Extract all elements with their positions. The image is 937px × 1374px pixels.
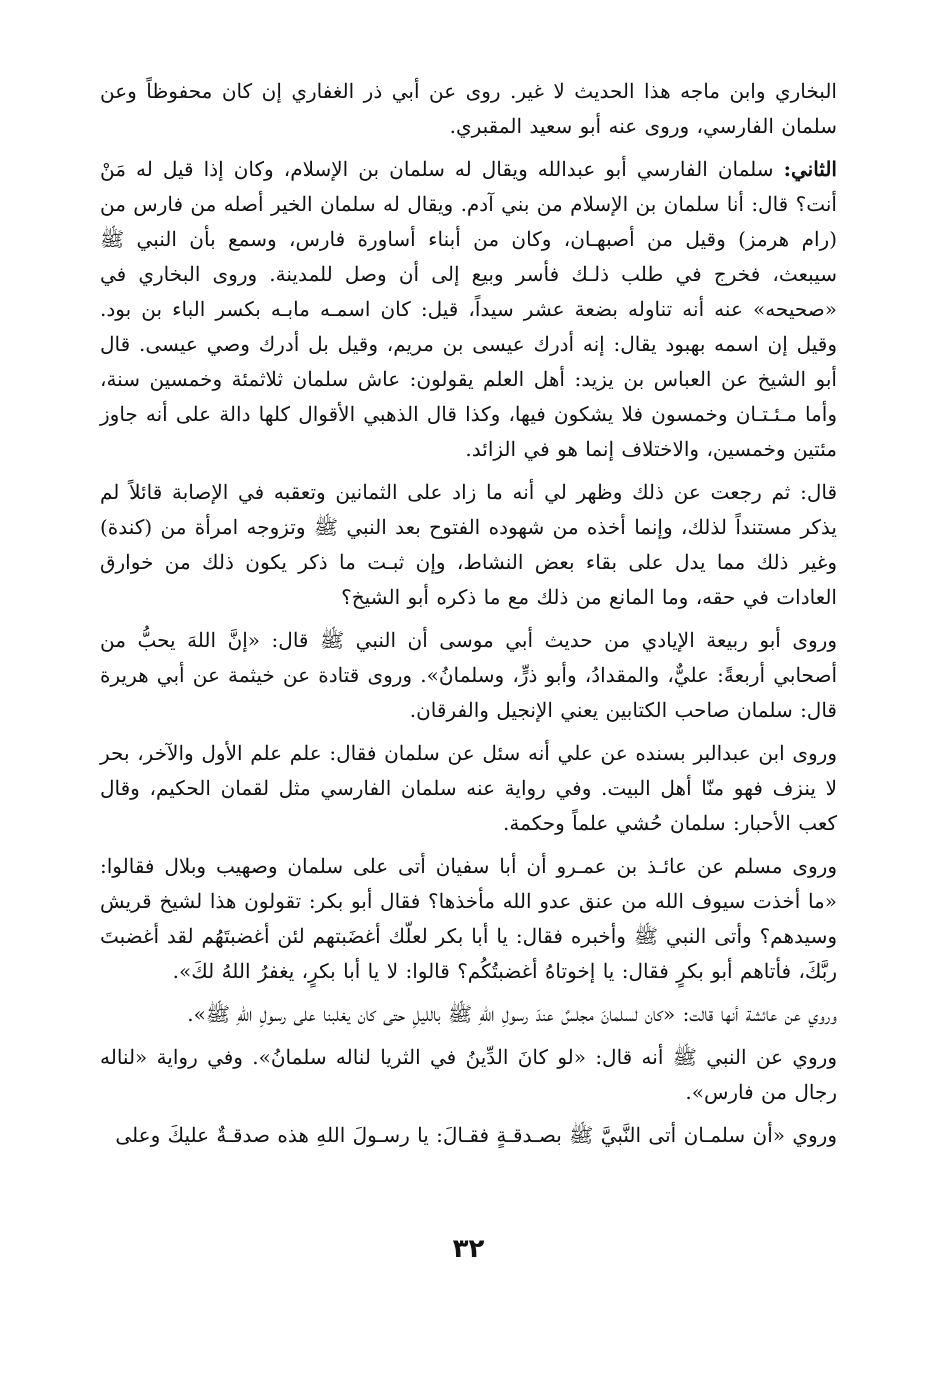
paragraph-2 — [100, 152, 837, 467]
paragraph-text: وروى ابن عبدالبر بسنده عن علي أنه سئل عن سلمان فقال: علم علم الأول والآخر، بحر لا ينزف فهو منّا أهل البيت. وفي رواية عنه سلمان الفارسي مثل لقمان الحكيم، وقال كعب الأحبار: سلمان حُشي علماً وحكمة. — [100, 741, 837, 835]
paragraph-text: البخاري وابن ماجه هذا الحديث لا غير. روى عن أبي ذر الغفاري إن كان محفوظاً وعن سلمان الفارسي، وروى عنه أبو سعيد المقبري. — [100, 79, 837, 138]
paragraph-8 — [100, 1040, 837, 1110]
paragraph-text: وروي «أن سلمـان أتى النَّبيَّ ﷺ بصـدقـةٍ فقـالَ: يا رسـولَ اللهِ هذه صدقـةٌ عليكَ وعلى — [115, 1123, 837, 1147]
paragraph-lead: الثاني: — [783, 157, 837, 181]
paragraph-6 — [100, 849, 837, 989]
paragraph-4 — [100, 623, 837, 728]
paragraph-7 — [100, 997, 837, 1032]
paragraph-text: سلمان الفارسي أبو عبدالله ويقال له سلمان بن الإسلام، وكان إذا قيل له مَنْ أنت؟ قال: أنا سلمان بن الإسلام من بني آدم. ويقال له سلمان الخير أصله من فارس من (رام هرمز) وقيل من أصبهـان، وكان من أبناء أساورة فارس، وسمع بأن النبي ﷺ سيبعث، فخرج في طلب ذلـك فأسر وبيع إلى أن وصل للمدينة. وروى البخاري في «صحيحه» عنه أنه تناوله بضعة عشر سيداً، قيل: كان اسمـه مابـه بكسر الباء بن بود. وقيل إن اسمه بهبود يقال: إنه أدرك عيسى بن مريم، وقيل بل أدرك وصي عيسى. قال أبو الشيخ عن العباس بن يزيد: أهل العلم يقولون: عاش سلمان ثلاثمئة وخمسين سنة، وأما مـئـتـان وخمسون فلا يشكون فيها، وكذا قال الذهبي الأقوال كلها دالة على أنه جاوز مئتين وخمسين، والاختلاف إنما هو في الزائد. — [100, 157, 837, 461]
paragraph-5 — [100, 736, 837, 841]
paragraph-text: قال: ثم رجعت عن ذلك وظهر لي أنه ما زاد على الثمانين وتعقبه في الإصابة قائلاً لم يذكر مستنداً لذلك، وإنما أخذه من شهوده الفتوح بعد النبي ﷺ وتزوجه امرأة من (كندة) وغير ذلك مما يدل على بقاء بعض النشاط، وإن ثبـت ما ذكر يكون ذلك من خوارق العادات في حقه، وما المانع من ذلك مع ما ذكره أبو الشيخ؟ — [100, 480, 837, 609]
paragraph-1 — [100, 74, 837, 144]
paragraph-text: وروى مسلم عن عائـذ بن عمـرو أن أبا سفيان أتى على سلمان وصهيب وبلال فقالوا: «ما أخذت سيوف الله من عنق عدو الله مأخذها؟ فقال أبو بكر: تقولون هذا لشيخ قريش وسيدهم؟ وأتى النبي ﷺ وأخبره فقال: يا أبا بكر لعلّك أغضَبتهم لئن أغضبتَهُم لقد أغضبتَ ربَّكَ، فأتاهم أبو بكرٍ فقال: يا إخوتاهُ أغضبتُكُم؟ قالوا: لا يا أبا بكرٍ، يغفرُ اللهُ لكَ». — [100, 854, 837, 983]
paragraph-3 — [100, 475, 837, 615]
paragraph-9 — [100, 1118, 837, 1153]
page-number: ٣٢ — [452, 1234, 485, 1264]
paragraph-text: وروى أبو ربيعة الإيادي من حديث أبي موسى أن النبي ﷺ قال: «إنَّ اللهَ يحبُّ من أصحابي أربعةً: عليٌّ، والمقدادُ، وأبو ذرٍّ، وسلمانُ». وروى قتادة عن خيثمة عن أبي هريرة قال: سلمان صاحب الكتابين يعني الإنجيل والفرقان. — [100, 628, 837, 722]
paragraph-text: وروي عن النبي ﷺ أنه قال: «لو كانَ الدِّينُ في الثريا لناله سلمانُ». وفي رواية «لناله رجال من فارس». — [100, 1045, 837, 1104]
paragraph-text: وروي عن عائشة أنها قالت: «كان لسلمانَ مجلسٌ عندَ رسولِ اللهِ ﷺ بالليلِ حتى كان يغلبنا على رسولِ اللهِ ﷺ». — [187, 1002, 837, 1026]
